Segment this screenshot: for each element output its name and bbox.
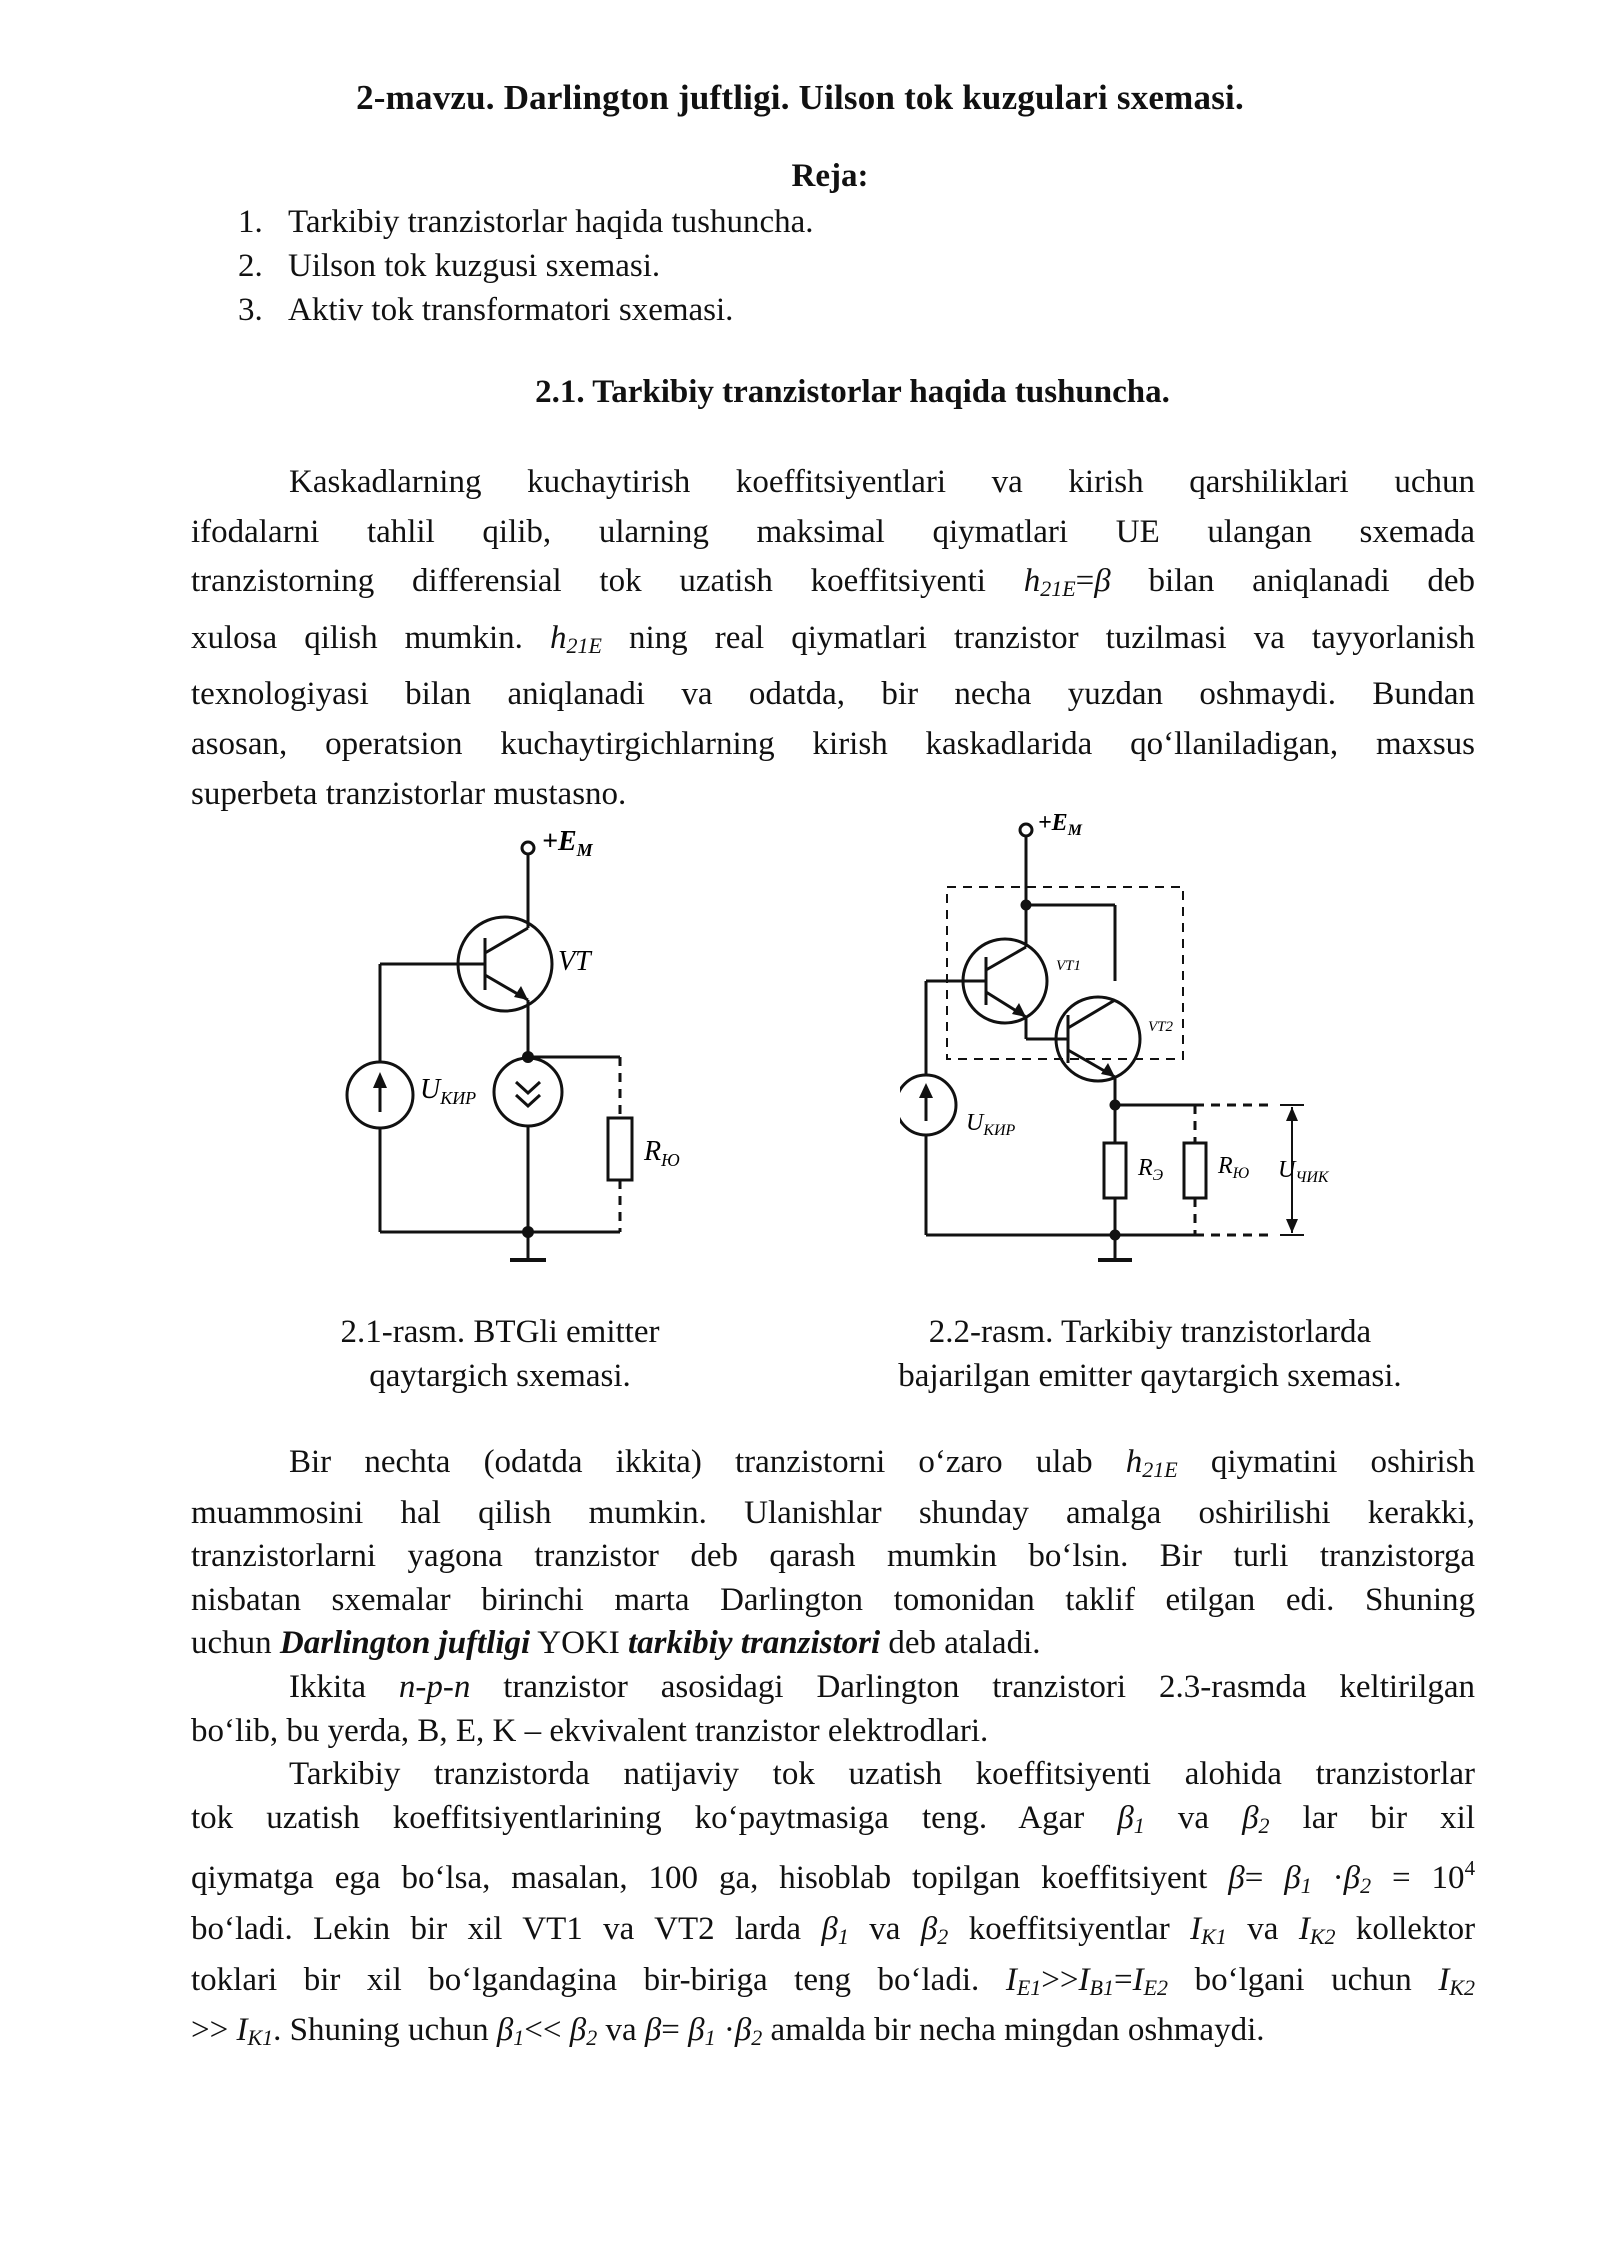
text-line: ifodalarni tahlil qilib, ularning maksimal qiymatlari UE ulangan sxemada	[191, 513, 1475, 550]
text-run: deb ataladi.	[888, 1625, 1041, 1662]
symbol-beta: β	[1228, 1860, 1245, 1897]
text-run: va	[869, 1910, 901, 1947]
text-run: =	[1244, 1860, 1264, 1897]
text-run: qiymatini oshirish	[1210, 1444, 1476, 1480]
list-item	[238, 244, 814, 288]
text-run: lar bir xil	[1302, 1799, 1475, 1836]
symbol-beta: β	[569, 2012, 587, 2049]
symbol-beta: β	[1094, 563, 1111, 600]
term-npn: n-p-n	[398, 1668, 471, 1705]
text-run: tok uzatish koeffitsiyentlarining ko‘paytmasiga teng. Agar	[191, 1799, 1085, 1836]
symbol-subscript: 1	[704, 2025, 716, 2051]
source-label: $U_{КИР}$	[420, 1074, 477, 1108]
text-run: Shuning uchun	[289, 2012, 489, 2049]
text-run: >>	[191, 2012, 229, 2049]
plan-item-number: 3.	[238, 292, 263, 328]
text-run: <<	[524, 2012, 562, 2049]
symbol-h: h	[1125, 1444, 1143, 1480]
text-run: amalda bir necha mingdan oshmaydi.	[770, 2012, 1265, 2049]
text-line: texnologiyasi bilan aniqlanadi va odatda, bir necha yuzdan oshmaydi. Bundan	[191, 676, 1475, 713]
supply-label: $+E_M$	[1038, 810, 1082, 839]
symbol-h: h	[1023, 563, 1041, 600]
text-run: toklari bir xil bo‘lgandagina bir-biriga teng bo‘ladi.	[191, 1961, 980, 1998]
text-run: bo‘lgani uchun	[1194, 1961, 1412, 1998]
list-item	[238, 200, 814, 244]
symbol-subscript: 2	[1360, 1873, 1372, 1899]
symbol-subscript: K1	[247, 2025, 274, 2051]
text-run: bilan aniqlanadi deb	[1148, 563, 1476, 600]
symbol-beta: β	[644, 2012, 662, 2049]
symbol-current: I	[1190, 1910, 1202, 1947]
text-line	[191, 1441, 1475, 1492]
symbol-current: I	[1132, 1961, 1144, 1998]
symbol-subscript: 21E	[1142, 1457, 1178, 1482]
source-label: $U_{КИР}$	[966, 1110, 1016, 1139]
symbol-beta: β	[1117, 1799, 1134, 1836]
symbol-beta: β	[1242, 1799, 1259, 1836]
transistor-vt2-label: VT2	[1148, 1019, 1174, 1035]
symbol-subscript: 21E	[1040, 576, 1076, 602]
plan-list	[238, 200, 814, 332]
text-line: >> $I_{K1}$. Shuning uchun $\beta_1<< \beta_2$ va $\beta= \beta_1 \cdot\beta_2$ amalda bir necha mingdan oshmaydi.	[191, 2012, 1265, 2051]
symbol-superscript: 4	[1464, 1856, 1476, 1881]
text-line: asosan, operatsion kuchaytirgichlarning kirish kaskadlarida qo‘llaniladigan, maxsus	[191, 725, 1475, 762]
text-line: Kaskadlarning kuchaytirish koeffitsiyentlari va kirish qarshiliklari uchun	[289, 464, 1475, 500]
caption-line: 2.2-rasm. Tarkibiy tranzistorlarda	[928, 1314, 1372, 1350]
figure-darlington-follower	[900, 805, 1360, 1270]
text-run: Bir nechta (odatda ikkita) tranzistorni o‘zaro ulab	[289, 1444, 1093, 1480]
symbol-current: I	[1438, 1961, 1450, 1998]
symbol-current: I	[1005, 1961, 1017, 1998]
text-run: = 10	[1392, 1860, 1465, 1897]
symbol-subscript: E1	[1016, 1974, 1042, 2000]
text-run: tranzistor asosidagi Darlington tranzistori 2.3-rasmda keltirilgan	[503, 1668, 1476, 1705]
symbol-subscript: K2	[1309, 1923, 1336, 1949]
text-line: nisbatan sxemalar birinchi marta Darlington tomonidan taklif etilgan edi. Shuning	[191, 1581, 1475, 1618]
text-run: xulosa qilish mumkin.	[191, 619, 523, 656]
text-line	[191, 557, 1475, 614]
symbol-subscript: B1	[1089, 1974, 1114, 2000]
text-line: Tarkibiy tranzistorda natijaviy tok uzatish koeffitsiyenti alohida tranzistorlar	[289, 1756, 1475, 1793]
symbol-subscript: 21E	[566, 632, 602, 658]
symbol-subscript: 1	[1133, 1812, 1145, 1838]
symbol-subscript: 2	[937, 1923, 949, 1949]
text-run: =	[1075, 563, 1095, 600]
section-heading: 2.1. Tarkibiy tranzistorlar haqida tushuncha.	[535, 374, 1170, 410]
load-label: $R_Ю$	[1218, 1153, 1250, 1182]
caption-line: bajarilgan emitter qaytargich sxemasi.	[898, 1358, 1402, 1394]
output-voltage-label: $U_{ЧИК}$	[1278, 1157, 1329, 1186]
text-line	[191, 1666, 1475, 1710]
text-run: va	[1177, 1799, 1209, 1836]
text-run: va	[1247, 1910, 1279, 1947]
symbol-beta: β	[734, 2012, 752, 2049]
text-run: ning real qiymatlari tranzistor tuzilmasi va tayyorlanish	[629, 619, 1476, 656]
text-run: ·	[1332, 1860, 1344, 1897]
symbol-beta: β	[821, 1910, 838, 1947]
text-run: qiymatga ega bo‘lsa, masalan, 100 ga, hisoblab topilgan koeffitsiyent	[191, 1860, 1208, 1897]
symbol-subscript: E2	[1143, 1974, 1169, 2000]
symbol-beta: β	[1284, 1860, 1301, 1897]
list-item	[238, 288, 814, 332]
text-line	[191, 1908, 1475, 1959]
text-run: bo‘ladi. Lekin bir xil VT1 va VT2 larda	[191, 1910, 801, 1947]
paragraph-2	[191, 1441, 1475, 2060]
figure-1-caption	[270, 1310, 730, 1398]
symbol-h: h	[549, 619, 567, 656]
emitter-resistor-label: $R_Э$	[1138, 1155, 1164, 1184]
symbol-subscript: 2	[751, 2025, 763, 2051]
plan-item-number: 2.	[238, 248, 263, 284]
text-line: muammosini hal qilish mumkin. Ulanishlar shunday amalga oshirilishi kerakki,	[191, 1494, 1475, 1531]
symbol-subscript: 1	[1300, 1873, 1312, 1899]
text-run: tranzistorning differensial tok uzatish koeffitsiyenti	[191, 563, 986, 600]
text-run: va	[605, 2012, 637, 2049]
symbol-subscript: K1	[1201, 1923, 1227, 1949]
symbol-subscript: 2	[1258, 1812, 1270, 1838]
page-title-text: 2-mavzu. Darlington juftligi. Uilson tok kuzgulari sxemasi.	[356, 78, 1244, 117]
text-run: koeffitsiyentlar	[968, 1910, 1170, 1947]
text-run: =	[1113, 1961, 1133, 1998]
page-title	[0, 78, 1600, 118]
transistor-vt1-label: VT1	[1056, 958, 1082, 974]
text-run: Ikkita	[289, 1668, 366, 1705]
plan-item-text: Aktiv tok transformatori sxemasi.	[288, 292, 734, 328]
symbol-subscript: K2	[1449, 1974, 1476, 2000]
symbol-beta: β	[920, 1910, 938, 1947]
text-run: uchun	[191, 1625, 272, 1662]
paragraph-1	[191, 458, 1475, 819]
text-line: tranzistorlarni yagona tranzistor deb qarash mumkin bo‘lsin. Bir turli tranzistorga	[191, 1538, 1475, 1575]
text-run: YOKI	[537, 1625, 620, 1662]
symbol-current: I	[1298, 1910, 1310, 1947]
text-run: >>	[1041, 1961, 1079, 1998]
text-run: ·	[723, 2012, 735, 2049]
symbol-subscript: 1	[837, 1923, 849, 1949]
plan-item-number: 1.	[238, 204, 263, 240]
symbol-current: I	[1078, 1961, 1090, 1998]
symbol-subscript: 1	[513, 2025, 525, 2051]
plan-item-text: Uilson tok kuzgusi sxemasi.	[288, 248, 661, 284]
symbol-beta: β	[496, 2012, 514, 2049]
text-line: bo‘lib, bu yerda, B, E, K – ekvivalent tranzistor elektrodlari.	[191, 1712, 989, 1749]
symbol-beta: β	[1343, 1860, 1361, 1897]
text-run: kollektor	[1355, 1910, 1476, 1947]
text-run: =	[661, 2012, 680, 2049]
text-line	[191, 614, 1475, 671]
symbol-beta: β	[688, 2012, 705, 2049]
term-darlington-pair: Darlington juftligi	[279, 1625, 531, 1662]
symbol-subscript: 2	[586, 2025, 598, 2051]
text-line	[191, 1622, 1475, 1666]
text-line	[191, 1797, 1475, 1848]
figure-2-caption	[840, 1310, 1460, 1398]
text-line	[191, 1847, 1475, 1908]
transistor-label: VT	[558, 946, 591, 977]
plan-item-text: Tarkibiy tranzistorlar haqida tushuncha.	[288, 204, 814, 240]
term-composite-transistor: tarkibiy tranzistori	[628, 1625, 881, 1662]
load-label: $R_Ю$	[644, 1136, 680, 1170]
text-line	[191, 1959, 1475, 2010]
supply-label: $+E_M$	[542, 826, 593, 860]
caption-line: qaytargich sxemasi.	[369, 1358, 631, 1394]
figure-emitter-follower	[330, 820, 710, 1270]
caption-line: 2.1-rasm. BTGli emitter	[340, 1314, 660, 1350]
plan-heading: Reja:	[791, 158, 869, 194]
symbol-current: I	[236, 2012, 248, 2049]
text-line: superbeta tranzistorlar mustasno.	[191, 775, 627, 812]
